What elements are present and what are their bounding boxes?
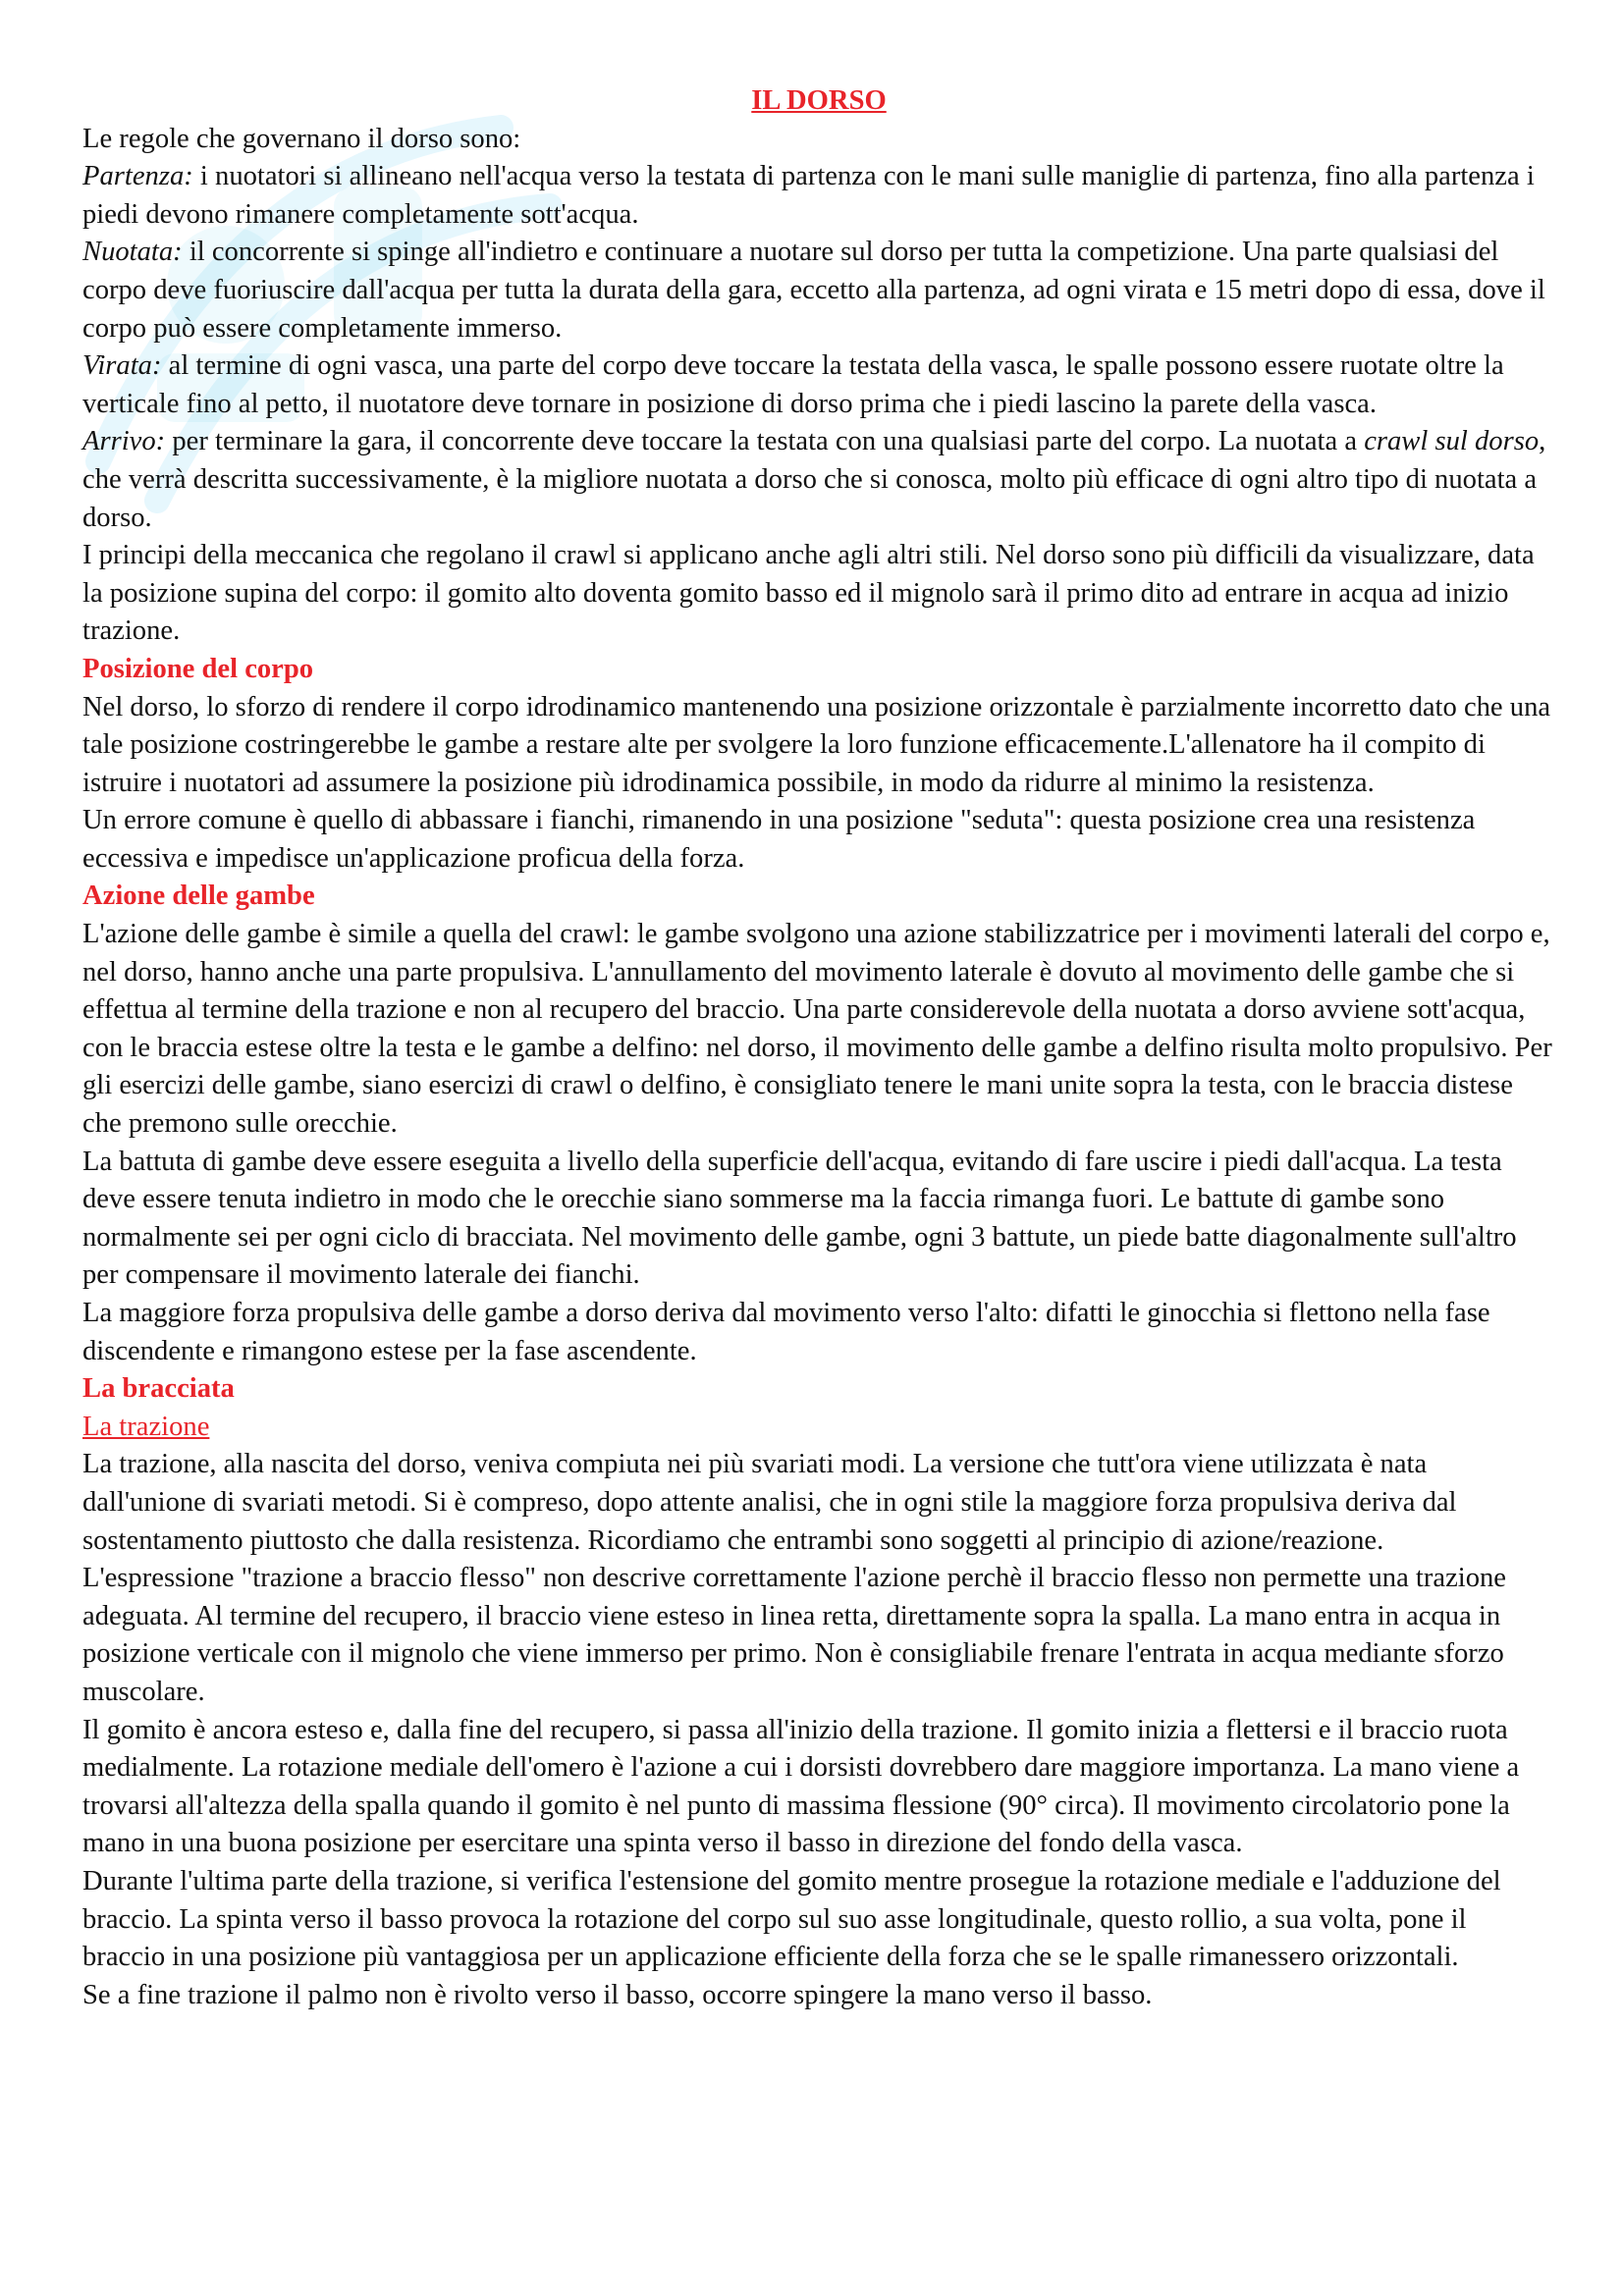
rule-nuotata [82,234,1555,347]
paragraph: L'espressione "trazione a braccio flesso" non descrive correttamente l'azione perchè il braccio flesso non permette una trazione adeguata. Al termine del recupero, il braccio viene esteso in linea retta, direttamente sopra la spalla. La mano entra in acqua in posizione verticale con il mignolo che viene immerso per primo. Non è consigliabile frenare l'entrata in acqua mediante sforzo muscolare. [82,1563,1506,1707]
rule-label: Partenza: [82,161,193,192]
paragraph: La maggiore forza propulsiva delle gambe a dorso deriva dal movimento verso l'alto: difatti le ginocchia si flettono nella fase discendente e rimangono estese per la fase ascendente. [82,1298,1490,1366]
rule-text: il concorrente si spinge all'indietro e continuare a nuotare sul dorso per tutta la competizione. Una parte qualsiasi del corpo deve fuoriuscire dall'acqua per tutta la durata della gara, eccetto alla partenza, ad ogni virata e 15 metri dopo di essa, dove il corpo può essere completamente immerso. [82,237,1545,344]
paragraph: Durante l'ultima parte della trazione, si verifica l'estensione del gomito mentre prosegue la rotazione mediale e l'adduzione del braccio. La spinta verso il basso provoca la rotazione del corpo sul suo asse longitudinale, questo rollio, a sua volta, pone il braccio in una posizione più vantaggiosa per un applicazione efficiente della forza che se le spalle rimanessero orizzontali. [82,1865,1501,1973]
rule-text: , che verrà descritta successivamente, è la migliore nuotata a dorso che si conosca, molto più efficace di ogni altro tipo di nuotata a dorso. [82,426,1546,533]
rule-label: Nuotata: [82,237,183,268]
paragraph: Il gomito è ancora esteso e, dalla fine del recupero, si passa all'inizio della trazione. Il gomito inizia a flettersi e il braccio ruota medialmente. La rotazione mediale dell'omero è l'azione a cui i dorsisti dovrebbero dare maggiore importanza. La mano viene a trovarsi all'altezza della spalla quando il gomito è nel punto di massima flessione (90° circa). Il movimento circolatorio pone la mano in una buona posizione per esercitare una spinta verso il basso in direzione del fondo della vasca. [82,1714,1520,1859]
paragraph: Nel dorso, lo sforzo di rendere il corpo idrodinamico mantenendo una posizione orizzontale è parzialmente incorretto dato che una tale posizione costringerebbe le gambe a restare alte per svolgere la loro funzione efficacemente.L'allenatore ha il compito di istruire i nuotatori ad assumere la posizione più idrodinamica possibile, in modo da ridurre al minimo la resistenza. [82,691,1551,798]
document-title: IL DORSO [751,85,887,116]
subheading-trazione: La trazione [82,1411,210,1442]
document-page [82,82,1555,2014]
section-heading-posizione: Posizione del corpo [82,653,314,684]
paragraph: La battuta di gambe deve essere eseguita a livello della superficie dell'acqua, evitando di fare uscire i piedi dall'acqua. La testa deve essere tenuta indietro in modo che le orecchie siano sommerse ma la faccia rimanga fuori. Le battute di gambe sono normalmente sei per ogni ciclo di bracciata. Nel movimento delle gambe, ogni 3 battute, un piede batte diagonalmente sull'altro per compensare il movimento laterale dei fianchi. [82,1146,1517,1291]
paragraph: Se a fine trazione il palmo non è rivolto verso il basso, occorre spingere la mano verso il basso. [82,1979,1153,2010]
emphasis-text: crawl sul dorso [1364,426,1540,457]
rule-virata [82,347,1555,423]
rule-text: i nuotatori si allineano nell'acqua verso la testata di partenza con le mani sulle maniglie di partenza, fino alla partenza i piedi devono rimanere completamente sott'acqua. [82,161,1535,230]
paragraph: La trazione, alla nascita del dorso, veniva compiuta nei più svariati modi. La versione che tutt'ora viene utilizzata è nata dall'unione di svariati metodi. Si è compreso, dopo attente analisi, che in ogni stile la maggiore forza propulsiva deriva dal sostentamento piuttosto che dalla resistenza. Ricordiamo che entrambi sono soggetti al principio di azione/reazione. [82,1449,1457,1556]
rule-label: Virata: [82,350,162,382]
paragraph: L'azione delle gambe è simile a quella del crawl: le gambe svolgono una azione stabilizzatrice per i movimenti laterali del corpo e, nel dorso, hanno anche una parte propulsiva. L'annullamento del movimento laterale è dovuto al movimento delle gambe che si effettua al termine della trazione e non al recupero del braccio. Una parte considerevole della nuotata a dorso avviene sott'acqua, con le braccia estese oltre la testa e le gambe a delfino: nel dorso, il movimento delle gambe a delfino risulta molto propulsivo. Per gli esercizi delle gambe, siano esercizi di crawl o delfino, è consigliato tenere le mani unite sopra la testa, con le braccia distese che premono sulle orecchie. [82,919,1552,1140]
rule-arrivo [82,423,1555,537]
rule-text: per terminare la gara, il concorrente deve toccare la testata con una qualsiasi parte del corpo. La nuotata a [165,426,1365,457]
paragraph: Un errore comune è quello di abbassare i fianchi, rimanendo in una posizione "seduta": questa posizione crea una resistenza eccessiva e impedisce un'applicazione proficua della forza. [82,805,1476,874]
principles-paragraph: I principi della meccanica che regolano il crawl si applicano anche agli altri stili. Nel dorso sono più difficili da visualizzare, data la posizione supina del corpo: il gomito alto doventa gomito basso ed il mignolo sarà il primo dito ad entrare in acqua ad inizio trazione. [82,540,1535,647]
section-heading-gambe: Azione delle gambe [82,881,315,912]
section-heading-bracciata: La bracciata [82,1373,235,1405]
rule-text: al termine di ogni vasca, una parte del corpo deve toccare la testata della vasca, le spalle possono essere ruotate oltre la verticale fino al petto, il nuotatore deve tornare in posizione di dorso prima che i piedi lascino la parete della vasca. [82,350,1504,419]
intro-paragraph: Le regole che governano il dorso sono: [82,123,521,154]
rule-label: Arrivo: [82,426,166,457]
rule-partenza [82,158,1555,234]
